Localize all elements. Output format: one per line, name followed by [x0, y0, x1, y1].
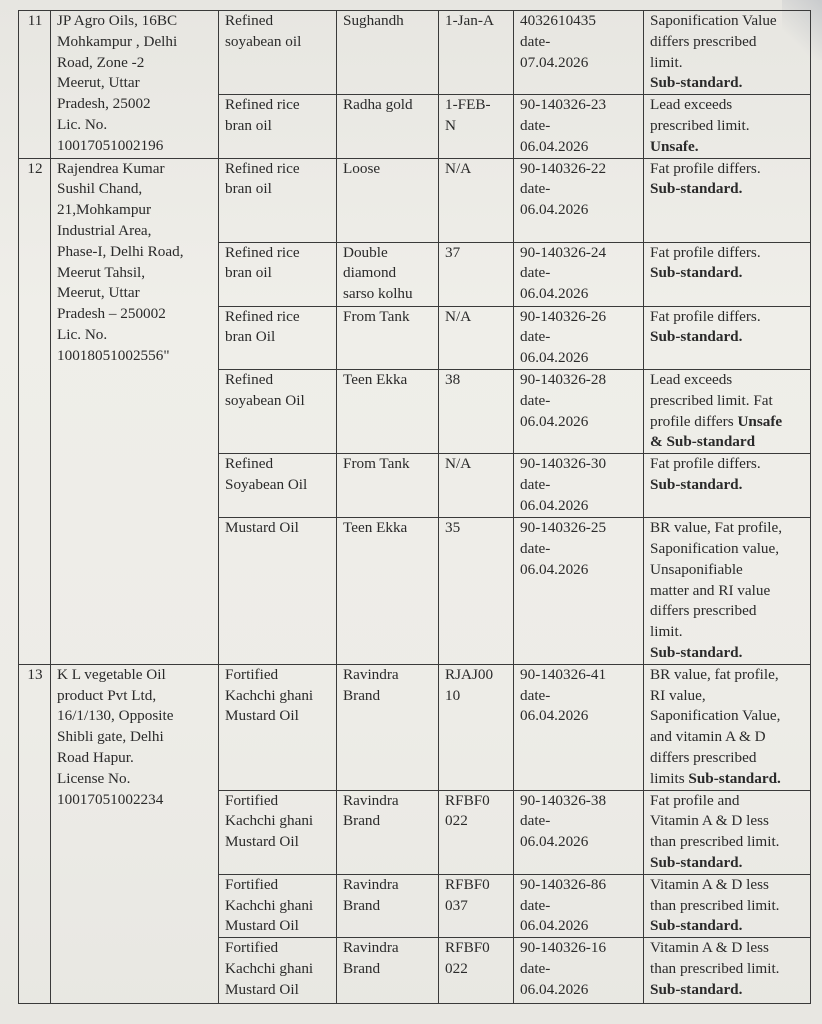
verdict-label: Sub-standard. [650, 643, 743, 661]
sample-number-cell: 90-140326-86 date- 06.04.2026 [514, 874, 644, 937]
result-cell [644, 158, 811, 242]
result-cell [644, 664, 811, 790]
result-cell [644, 454, 811, 518]
result-text: Vitamin A & D less than prescribed limit. [650, 939, 780, 977]
batch-cell: RFBF0 022 [439, 938, 514, 1004]
result-text: Lead exceeds prescribed limit. [650, 96, 750, 134]
brand-cell: From Tank [337, 454, 439, 518]
product-cell: Refined rice bran Oil [219, 306, 337, 369]
sample-number-cell: 90-140326-22 date- 06.04.2026 [514, 158, 644, 242]
sample-number-cell: 90-140326-25 date- 06.04.2026 [514, 518, 644, 665]
verdict-label: Unsafe. [650, 137, 699, 155]
serial-number-cell: 13 [19, 664, 51, 1003]
batch-cell: N/A [439, 306, 514, 369]
result-cell [644, 11, 811, 95]
result-cell [644, 369, 811, 453]
result-cell [644, 790, 811, 874]
result-text: BR value, fat profile, RI value, Saponification Value, and vitamin A & D differs prescribed limits [650, 665, 781, 787]
verdict-label: Sub-standard. [650, 328, 743, 346]
brand-cell: Sughandh [337, 11, 439, 95]
product-cell: Refined Soyabean Oil [219, 454, 337, 518]
sample-number-cell: 4032610435 date- 07.04.2026 [514, 11, 644, 95]
firm-address-cell: JP Agro Oils, 16BC Mohkampur , Delhi Road, Zone -2 Meerut, Uttar Pradesh, 25002 Lic. No. 10017051002196 [51, 11, 219, 159]
verdict-label: Sub-standard. [650, 74, 743, 92]
table-row [19, 158, 811, 242]
verdict-label: Sub-standard. [650, 180, 743, 198]
result-text: Fat profile differs. [650, 455, 761, 473]
result-cell [644, 242, 811, 306]
batch-cell: 37 [439, 242, 514, 306]
batch-cell: RFBF0 037 [439, 874, 514, 937]
result-cell [644, 306, 811, 369]
table-row [19, 11, 811, 95]
result-text: Fat profile differs. [650, 159, 761, 177]
verdict-label: Sub-standard. [650, 264, 743, 282]
brand-cell: Loose [337, 158, 439, 242]
verdict-label: Unsafe & Sub-standard [650, 412, 783, 451]
result-cell [644, 518, 811, 665]
result-text: Vitamin A & D less than prescribed limit. [650, 875, 780, 914]
batch-cell: 38 [439, 369, 514, 453]
product-cell: Refined soyabean oil [219, 11, 337, 95]
result-text: Fat profile differs. [650, 307, 761, 325]
product-cell: Fortified Kachchi ghani Mustard Oil [219, 664, 337, 790]
sample-number-cell: 90-140326-41 date- 06.04.2026 [514, 664, 644, 790]
batch-cell: 1-Jan-A [439, 11, 514, 95]
verdict-label: Sub-standard. [688, 769, 781, 787]
sample-number-cell: 90-140326-23 date- 06.04.2026 [514, 95, 644, 158]
batch-cell: RFBF0 022 [439, 790, 514, 874]
brand-cell: Radha gold [337, 95, 439, 158]
product-cell: Mustard Oil [219, 518, 337, 665]
result-text: BR value, Fat profile, Saponification value, Unsaponifiable matter and RI value differs prescribed limit. [650, 519, 783, 641]
sample-number-cell: 90-140326-30 date- 06.04.2026 [514, 454, 644, 518]
brand-cell: Teen Ekka [337, 369, 439, 453]
serial-number-cell: 11 [19, 11, 51, 159]
sample-number-cell: 90-140326-24 date- 06.04.2026 [514, 242, 644, 306]
batch-cell: RJAJ00 10 [439, 664, 514, 790]
product-cell: Fortified Kachchi ghani Mustard Oil [219, 790, 337, 874]
brand-cell: Teen Ekka [337, 518, 439, 665]
firm-address-cell: K L vegetable Oil product Pvt Ltd, 16/1/130, Opposite Shibli gate, Delhi Road Hapur. License No. 10017051002234 [51, 664, 219, 1003]
product-cell: Refined rice bran oil [219, 242, 337, 306]
product-cell: Refined rice bran oil [219, 95, 337, 158]
result-text: Lead exceeds prescribed limit. Fat profile differs [650, 370, 773, 430]
result-text: Saponification Value differs prescribed limit. [650, 12, 777, 71]
batch-cell: N/A [439, 454, 514, 518]
table-row [19, 664, 811, 790]
product-cell: Fortified Kachchi ghani Mustard Oil [219, 874, 337, 937]
brand-cell: Ravindra Brand [337, 664, 439, 790]
brand-cell: From Tank [337, 306, 439, 369]
result-text: Fat profile and Vitamin A & D less than prescribed limit. [650, 791, 780, 851]
batch-cell: 1-FEB- N [439, 95, 514, 158]
brand-cell: Ravindra Brand [337, 874, 439, 937]
result-cell [644, 874, 811, 937]
verdict-label: Sub-standard. [650, 853, 743, 871]
serial-number-cell: 12 [19, 158, 51, 664]
verdict-label: Sub-standard. [650, 980, 743, 998]
batch-cell: 35 [439, 518, 514, 665]
product-cell: Fortified Kachchi ghani Mustard Oil [219, 938, 337, 1004]
result-text: Fat profile differs. [650, 243, 761, 261]
product-cell: Refined rice bran oil [219, 158, 337, 242]
brand-cell: Double diamond sarso kolhu [337, 242, 439, 306]
batch-cell: N/A [439, 158, 514, 242]
test-results-table [18, 10, 811, 1004]
result-cell [644, 938, 811, 1004]
sample-number-cell: 90-140326-26 date- 06.04.2026 [514, 306, 644, 369]
firm-address-cell: Rajendrea Kumar Sushil Chand, 21,Mohkampur Industrial Area, Phase-I, Delhi Road, Meerut Tahsil, Meerut, Uttar Pradesh – 250002 Lic. No. 10018051002556" [51, 158, 219, 664]
verdict-label: Sub-standard. [650, 917, 743, 935]
sample-number-cell: 90-140326-16 date- 06.04.2026 [514, 938, 644, 1004]
brand-cell: Ravindra Brand [337, 938, 439, 1004]
verdict-label: Sub-standard. [650, 475, 743, 493]
result-cell [644, 95, 811, 158]
sample-number-cell: 90-140326-28 date- 06.04.2026 [514, 369, 644, 453]
sample-number-cell: 90-140326-38 date- 06.04.2026 [514, 790, 644, 874]
brand-cell: Ravindra Brand [337, 790, 439, 874]
product-cell: Refined soyabean Oil [219, 369, 337, 453]
